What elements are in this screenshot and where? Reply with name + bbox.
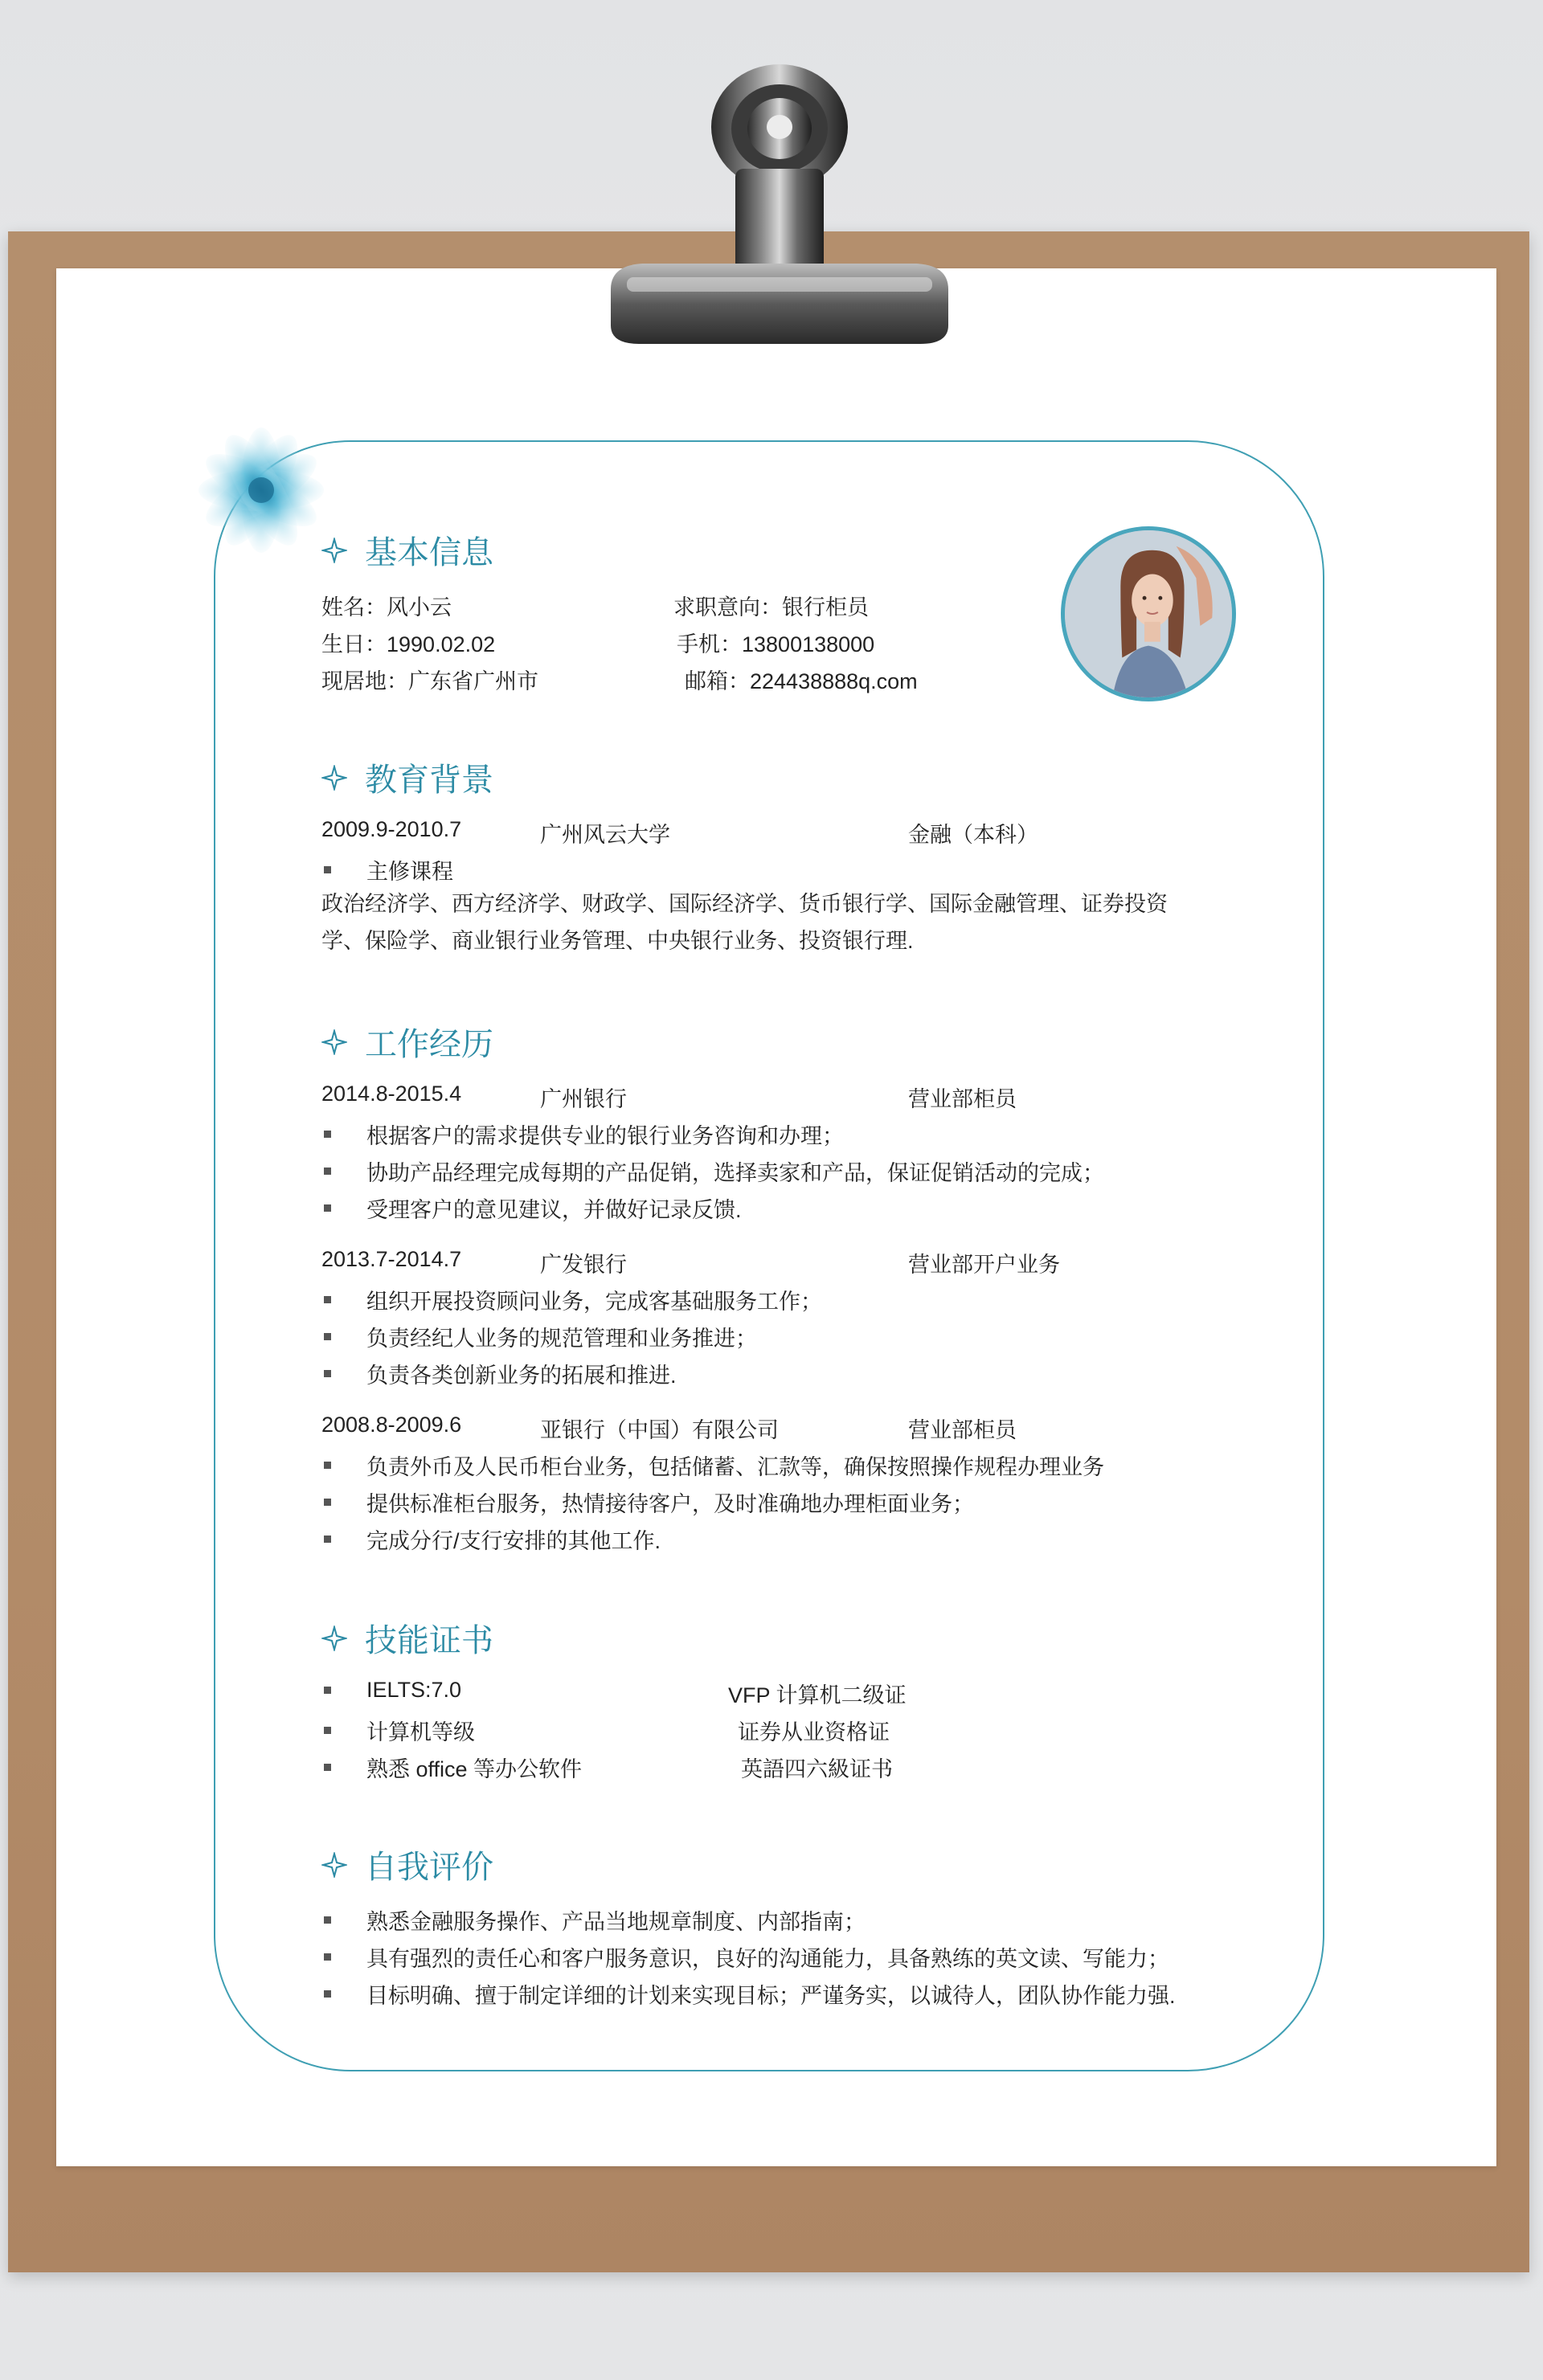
bullet-icon <box>324 1536 331 1543</box>
list-item <box>321 1192 742 1224</box>
section-title-skills <box>321 1615 493 1661</box>
section-title-text: 教育背景 <box>365 763 493 798</box>
job-duty: 根据客户的需求提供专业的银行业务咨询和办理； <box>366 1124 844 1148</box>
section-title-self <box>321 1842 493 1887</box>
bullet-icon <box>324 1462 331 1469</box>
job-duty: 负责外币及人民币柜台业务，包括储蓄、汇款等，确保按照操作规程办理业务 <box>366 1455 1104 1479</box>
avatar-photo <box>1061 526 1236 701</box>
sparkle-star-icon <box>321 765 347 791</box>
section-title-work <box>321 1019 493 1065</box>
intent-text: 求职意向：银行柜员 <box>673 595 869 620</box>
list-item <box>321 1284 822 1315</box>
cert-item: 证券从业资格证 <box>738 1720 890 1744</box>
list-item <box>321 1358 677 1389</box>
list-item <box>321 1941 1169 1973</box>
job-company: 亚银行（中国）有限公司 <box>540 1418 779 1442</box>
address-text: 现居地：广东省广州市 <box>321 669 538 693</box>
list-item <box>321 854 453 885</box>
bullet-icon <box>324 1916 331 1924</box>
skill-item: 熟悉 office 等办公软件 <box>366 1757 583 1781</box>
job-company: 广发银行 <box>540 1253 627 1277</box>
job-position: 营业部开户业务 <box>908 1253 1060 1277</box>
bullet-icon <box>324 1990 331 1998</box>
list-item <box>321 1155 1104 1187</box>
job-duty: 负责各类创新业务的拓展和推进. <box>366 1364 677 1388</box>
bullet-icon <box>324 1370 331 1377</box>
binder-clip-icon <box>579 48 948 354</box>
bullet-icon <box>324 1764 331 1771</box>
job-position: 营业部柜员 <box>908 1087 1017 1111</box>
sparkle-star-icon <box>321 1852 347 1878</box>
section-title-education <box>321 754 493 800</box>
sparkle-star-icon <box>321 1626 347 1651</box>
job-duty: 协助产品经理完成每期的产品促销，选择卖家和产品，保证促销活动的完成； <box>366 1161 1104 1185</box>
list-item <box>321 1450 1104 1481</box>
name-text: 姓名：风小云 <box>321 595 452 620</box>
edu-major: 金融（本科） <box>908 823 1038 847</box>
bullet-icon <box>324 1727 331 1734</box>
phone-text: 手机：13800138000 <box>677 632 875 656</box>
job-duty: 组织开展投资顾问业务，完成客基础服务工作； <box>366 1290 822 1314</box>
list-item <box>321 1678 461 1703</box>
job-duty: 提供标准柜台服务，热情接待客户，及时准确地办理柜面业务； <box>366 1492 974 1516</box>
list-item <box>321 1118 844 1150</box>
job-company: 广州银行 <box>540 1087 627 1111</box>
edu-school: 广州风云大学 <box>540 823 670 847</box>
list-item <box>321 1715 475 1746</box>
job-duty: 受理客户的意见建议，并做好记录反馈. <box>366 1198 742 1222</box>
email-text: 邮箱：224438888q.com <box>685 669 918 693</box>
edu-period: 2009.9-2010.7 <box>321 817 462 841</box>
bullet-icon <box>324 1953 331 1961</box>
bullet-icon <box>324 1131 331 1138</box>
sparkle-star-icon <box>321 538 347 563</box>
job-period: 2013.7-2014.7 <box>321 1247 462 1271</box>
bullet-icon <box>324 1499 331 1506</box>
job-position: 营业部柜员 <box>908 1418 1017 1442</box>
cert-item: 英語四六級证书 <box>741 1757 893 1781</box>
job-duty: 完成分行/支行安排的其他工作. <box>366 1529 661 1553</box>
list-item <box>321 1752 582 1783</box>
bullet-icon <box>324 1333 331 1340</box>
section-title-text: 基本信息 <box>365 535 493 570</box>
list-item <box>321 1486 974 1518</box>
job-duty: 负责经纪人业务的规范管理和业务推进； <box>366 1327 757 1351</box>
list-item <box>321 1904 866 1936</box>
self-item: 具有强烈的责任心和客户服务意识，良好的沟通能力，具备熟练的英文读、写能力； <box>366 1947 1169 1971</box>
birth-text: 生日：1990.02.02 <box>321 632 496 656</box>
list-item <box>321 1978 1176 2010</box>
job-period: 2014.8-2015.4 <box>321 1082 462 1106</box>
bullet-icon <box>324 1168 331 1175</box>
section-title-text: 工作经历 <box>365 1027 493 1062</box>
list-item <box>321 1523 661 1555</box>
section-title-text: 自我评价 <box>365 1850 493 1885</box>
sparkle-star-icon <box>321 1029 347 1055</box>
bullet-icon <box>324 1687 331 1694</box>
course-label: 主修课程 <box>366 860 453 884</box>
course-list: 政治经济学、西方经济学、财政学、国际经济学、货币银行学、国际金融管理、证券投资学、保险学、商业银行业务管理、中央银行业务、投资银行理. <box>321 892 1168 953</box>
flower-icon <box>189 418 334 562</box>
skill-item: 计算机等级 <box>366 1720 475 1744</box>
bullet-icon <box>324 866 331 873</box>
skill-item: IELTS:7.0 <box>366 1678 462 1702</box>
bullet-icon <box>324 1204 331 1212</box>
bullet-icon <box>324 1296 331 1303</box>
self-item: 熟悉金融服务操作、产品当地规章制度、内部指南； <box>366 1910 866 1934</box>
self-item: 目标明确、擅于制定详细的计划来实现目标；严谨务实，以诚待人，团队协作能力强. <box>366 1984 1176 2008</box>
section-title-text: 技能证书 <box>365 1623 493 1658</box>
job-period: 2008.8-2009.6 <box>321 1413 462 1437</box>
list-item <box>321 1321 757 1352</box>
section-title-basic <box>321 527 493 573</box>
cert-item: VFP 计算机二级证 <box>728 1683 907 1707</box>
